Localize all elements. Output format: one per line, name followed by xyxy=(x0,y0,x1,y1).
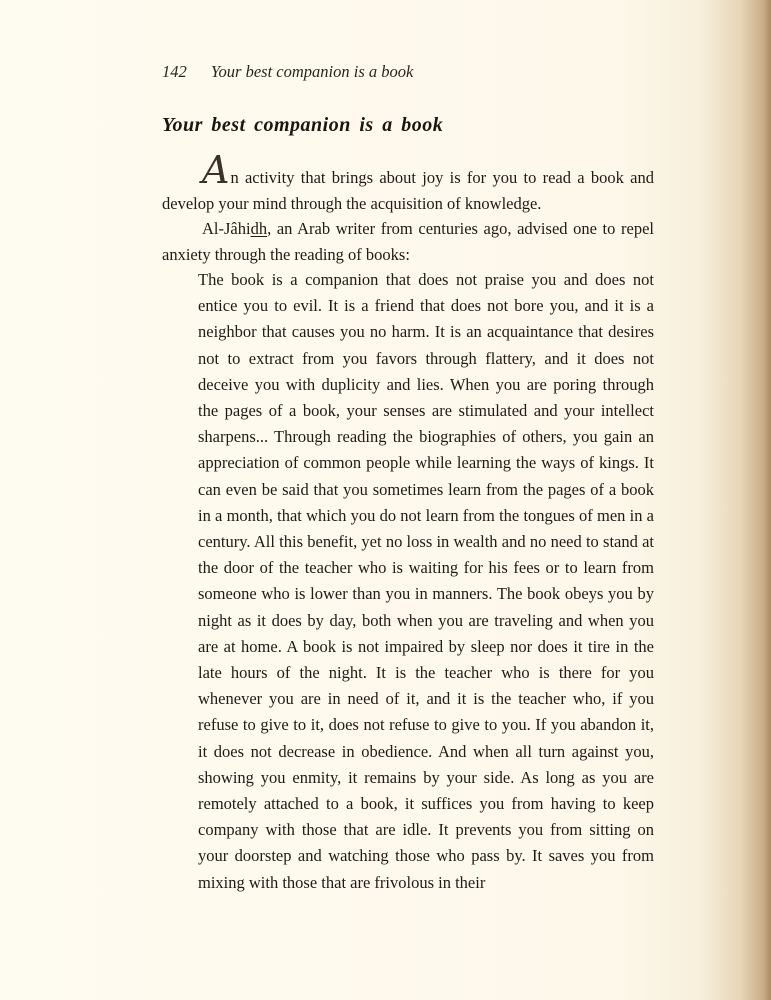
page-number: 142 xyxy=(162,62,187,81)
paragraph-al-jahidh-text: , an Arab writer from centuries ago, advised one to repel anxiety through the reading of books: xyxy=(162,219,654,264)
running-head-title: Your best companion is a book xyxy=(210,62,414,81)
drop-cap: A xyxy=(202,148,230,192)
author-name-underlined: dh xyxy=(250,219,268,238)
paragraph-intro-text: n activity that brings about joy is for you to read a book and develop your mind through the acquisition of knowledge. xyxy=(162,168,654,213)
block-quote: The book is a companion that does not praise you and does not entice you to evil. It is a friend that does not bore you, and it is a neighbor that causes you no harm. It is an acquaintance that desires not to extract from you favors through flattery, and it does not deceive you with duplicity and lies. When you are poring through the pages of a book, your senses are stimulated and your intellect sharpens... Through reading the biographies of others, you gain an appreciation of common people while learning the ways of kings. It can even be said that you sometimes learn from the pages of a book in a month, that which you do not learn from the tongues of men in a century. All this benefit, yet no loss in wealth and no need to stand at the door of the teacher who is waiting for his fees or to learn from someone who is lower than you in manners. The book obeys you by night as it does by day, both when you are traveling and when you are at home. A book is not impaired by sleep nor does it tire in the late hours of the night. It is the teacher who is there for you whenever you are in need of it, and it is the teacher who, if you refuse to give to it, does not refuse to give to you. If you abandon it, it does not decrease in obedience. And when all turn against you, showing you enmity, it remains by your side. As long as you are remotely attached to a book, it suffices you from having to keep company with those that are idle. It prevents you from sitting on your doorstep and watching those who pass by. It saves you from mixing with those that are frivolous in their xyxy=(198,270,654,892)
running-head xyxy=(162,62,413,82)
paragraph-intro xyxy=(162,148,654,216)
author-name-prefix: Al-Jâhi xyxy=(202,219,251,238)
paragraph-al-jahidh xyxy=(162,216,654,267)
section-title: Your best companion is a book xyxy=(162,114,444,136)
body-text xyxy=(162,148,654,896)
